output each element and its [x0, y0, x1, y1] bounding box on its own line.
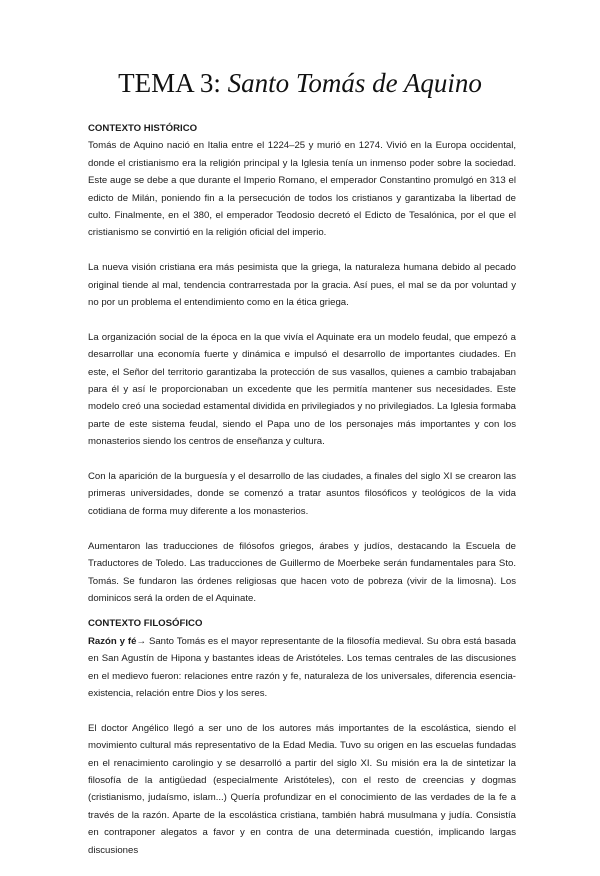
paragraph-historical-2: La nueva visión cristiana era más pesimista que la griega, la naturaleza humana debido al pecado original tiende al mal, tendencia contrarrestada por la gracia. Así pues, el mal se da por voluntad y no por un problema el entendimiento como en la ética griega.: [88, 262, 516, 309]
document-body: [88, 120, 516, 876]
paragraph-historical-3: La organización social de la época en la que vivía el Aquinate era un modelo feudal, que empezó a desarrollar una economía fuerte y dinámica e impulsó el desarrollo de importantes ciudades. En este, el Señor del territorio garantizaba la protección de sus vasallos, quienes a cambio trabajaban para él y así le proporcionaban un excedente que les permitía mantener sus necesidades. Este modelo creó una sociedad estamental dividida en privilegiados y no privilegiados. La Iglesia formaba parte de este sistema feudal, siendo el Papa uno de los personajes más importantes y con los monasterios siendo los centros de enseñanza y cultura.: [88, 331, 516, 448]
paragraph-historical-4: Con la aparición de la burguesía y el desarrollo de las ciudades, a finales del siglo XI se crearon las primeras universidades, donde se comenzó a tratar asuntos filosóficos y teológicos de la vida cotidiana de forma muy diferente a los monasterios.: [88, 471, 516, 517]
paragraph-philosophical-2: El doctor Angélico llegó a ser uno de los autores más importantes de la escolástica, siendo el movimiento cultural más representativo de la Edad Media. Tuvo su origen en las escuelas fundadas en el renacimiento carolingio y se desarrolló a partir del siglo XI. Su misión era la de sintetizar la filosofía de la antigüedad (especialmente Aristóteles), con el resto de creencias y dogmas (cristianismo, judaísmo, islam...) Quería profundizar en el conocimiento de las verdades de la fe a través de la razón. Aparte de la escolástica cristiana, también habrá musulmana y judía. Consistía en contraponer alegatos a favor y en contra de una determinada cuestión, implicando largas discusiones: [88, 722, 516, 856]
title-prefix: TEMA 3:: [118, 68, 228, 98]
title-subject: Santo Tomás de Aquino: [227, 68, 482, 98]
lead-phrase: Razón y fé→: [88, 635, 147, 647]
paragraph-historical-5: Aumentaron las traducciones de filósofos griegos, árabes y judíos, destacando la Escuela de Traductores de Toledo. Las traducciones de Guillermo de Moerbeke serán fundamentales para Sto. Tomás. Se fundaron las órdenes religiosas que hacen voto de pobreza (vivir de la limosna). Los dominicos será la orden de el Aquinate.: [88, 540, 516, 604]
paragraph-historical-1: Tomás de Aquino nació en Italia entre el 1224–25 y murió en 1274. Vivió en la Europa occidental, donde el cristianismo era la religión principal y la Iglesia tenía un inmenso poder sobre la sociedad. Este auge se debe a que durante el Imperio Romano, el emperador Constantino promulgó en 313 el edicto de Milán, poniendo fin a la persecución de todos los cristianos y garantizaba la libertad de culto. Finalmente, en el 380, el emperador Teodosio decretó el Edicto de Tesalónica, por el que el cristianismo se convirtió en la religión oficial del imperio.: [88, 140, 516, 239]
section-heading-philosophical: CONTEXTO FILOSÓFICO: [88, 618, 203, 630]
page-title: [0, 66, 600, 100]
paragraph-philosophical-1-text: Santo Tomás es el mayor representante de la filosofía medieval. Su obra está basada en San Agustín de Hipona y bastantes ideas de Aristóteles. Los temas centrales de las discusiones en el medievo fueron: relaciones entre razón y fe, naturaleza de los universales, diferencia esencia-existencia, relación entre Dios y los seres.: [88, 635, 517, 699]
section-heading-historical: CONTEXTO HISTÓRICO: [88, 123, 198, 134]
paragraph-philosophical-1: [88, 633, 516, 703]
